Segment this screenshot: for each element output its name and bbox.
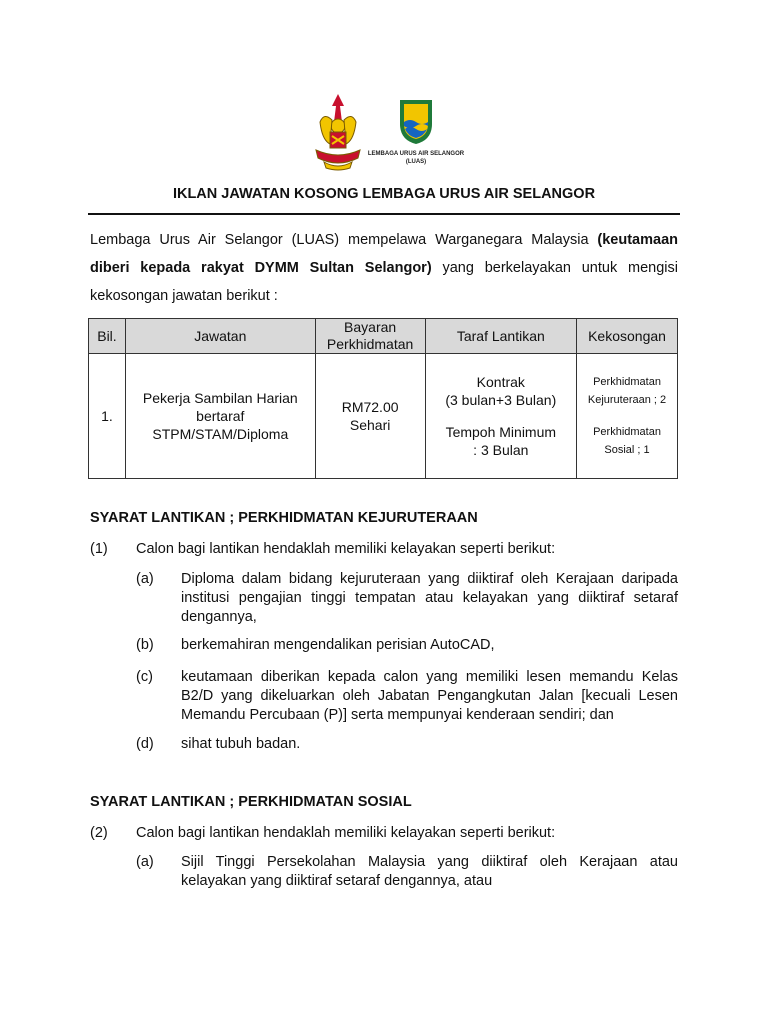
- header-bayaran-line1: Bayaran: [344, 319, 397, 335]
- item-text: keutamaan diberikan kepada calon yang memiliki lesen memandu Kelas B2/D yang dikeluarkan oleh Jabatan Pengangkutan Jalan [kecuali Lesen Memandu Percubaan (P)] serta mempunyai kenderaan sendiri; dan: [181, 669, 678, 723]
- section2-heading: SYARAT LANTIKAN ; PERKHIDMATAN SOSIAL: [90, 794, 412, 810]
- section1-para-num: (1): [90, 541, 108, 557]
- intro-text-2: yang berkelayakan untuk mengisi kekosongan jawatan berikut :: [90, 260, 678, 304]
- intro-text-1: Lembaga Urus Air Selangor (LUAS) mempelawa Warganegara Malaysia: [90, 232, 598, 248]
- item-text: sihat tubuh badan.: [181, 736, 301, 752]
- item-num: (a): [136, 854, 154, 870]
- item-text: Sijil Tinggi Persekolahan Malaysia yang diiktiraf oleh Kerajaan atau kelayakan yang diiktiraf setaraf dengannya, atau: [181, 854, 678, 889]
- kek1-line1: Perkhidmatan: [593, 376, 661, 388]
- section2-para-num: (2): [90, 825, 108, 841]
- taraf-line4: : 3 Bulan: [473, 442, 529, 458]
- taraf-line3: Tempoh Minimum: [445, 424, 557, 440]
- luas-caption-name: LEMBAGA URUS AIR SELANGOR: [367, 151, 465, 157]
- item-num: (d): [136, 736, 154, 752]
- header-bayaran: [315, 319, 425, 354]
- header-jawatan: Jawatan: [125, 319, 315, 354]
- vacancy-table: [88, 318, 678, 479]
- header-kekosongan: Kekosongan: [577, 319, 678, 354]
- page-title: IKLAN JAWATAN KOSONG LEMBAGA URUS AIR SELANGOR: [172, 186, 596, 202]
- jawatan-line3: STPM/STAM/Diploma: [152, 426, 289, 442]
- kek1-line2: Kejuruteraan ; 2: [587, 394, 667, 406]
- header-taraf: Taraf Lantikan: [425, 319, 576, 354]
- item-num: (a): [136, 571, 154, 587]
- jawatan-line2: bertaraf: [196, 408, 245, 424]
- bayaran-line1: RM72.00: [341, 399, 399, 415]
- luas-caption: [360, 150, 472, 166]
- header-bil: Bil.: [89, 319, 126, 354]
- item-num: (b): [136, 637, 154, 653]
- taraf-line1: Kontrak: [476, 374, 525, 390]
- item-num: (c): [136, 669, 153, 685]
- title-divider: [88, 213, 680, 215]
- cell-bayaran: [315, 354, 425, 479]
- section1-para-text: Calon bagi lantikan hendaklah memiliki kelayakan seperti berikut:: [136, 541, 556, 557]
- section1-heading: SYARAT LANTIKAN ; PERKHIDMATAN KEJURUTERAAN: [90, 510, 478, 526]
- selangor-crest-icon: [310, 92, 366, 172]
- header-logos: [0, 92, 768, 172]
- cell-bil: 1.: [89, 354, 126, 479]
- luas-caption-abbr: (LUAS): [405, 159, 427, 165]
- cell-kekosongan: [577, 354, 678, 479]
- table-header-row: [89, 319, 678, 354]
- header-bayaran-line2: Perkhidmatan: [326, 336, 414, 352]
- intro-bold-text: (keutamaan diberi kepada rakyat DYMM Sultan Selangor): [90, 232, 678, 276]
- table-row: [89, 354, 678, 479]
- bayaran-line2: Sehari: [349, 417, 391, 433]
- item-text: Diploma dalam bidang kejuruteraan yang diiktiraf oleh Kerajaan daripada institusi pengajian tinggi tempatan atau kelayakan yang diiktiraf setaraf dengannya,: [181, 571, 678, 625]
- cell-jawatan: [125, 354, 315, 479]
- jawatan-line1: Pekerja Sambilan Harian: [142, 390, 298, 406]
- section2-para-text: Calon bagi lantikan hendaklah memiliki kelayakan seperti berikut:: [136, 825, 556, 841]
- luas-logo-icon: [396, 96, 436, 146]
- intro-paragraph: [90, 226, 678, 310]
- taraf-line2: (3 bulan+3 Bulan): [445, 392, 557, 408]
- kek2-line1: Perkhidmatan: [593, 426, 661, 438]
- cell-taraf: [425, 354, 576, 479]
- kek2-line2: Sosial ; 1: [604, 444, 650, 456]
- item-text: berkemahiran mengendalikan perisian AutoCAD,: [181, 637, 495, 653]
